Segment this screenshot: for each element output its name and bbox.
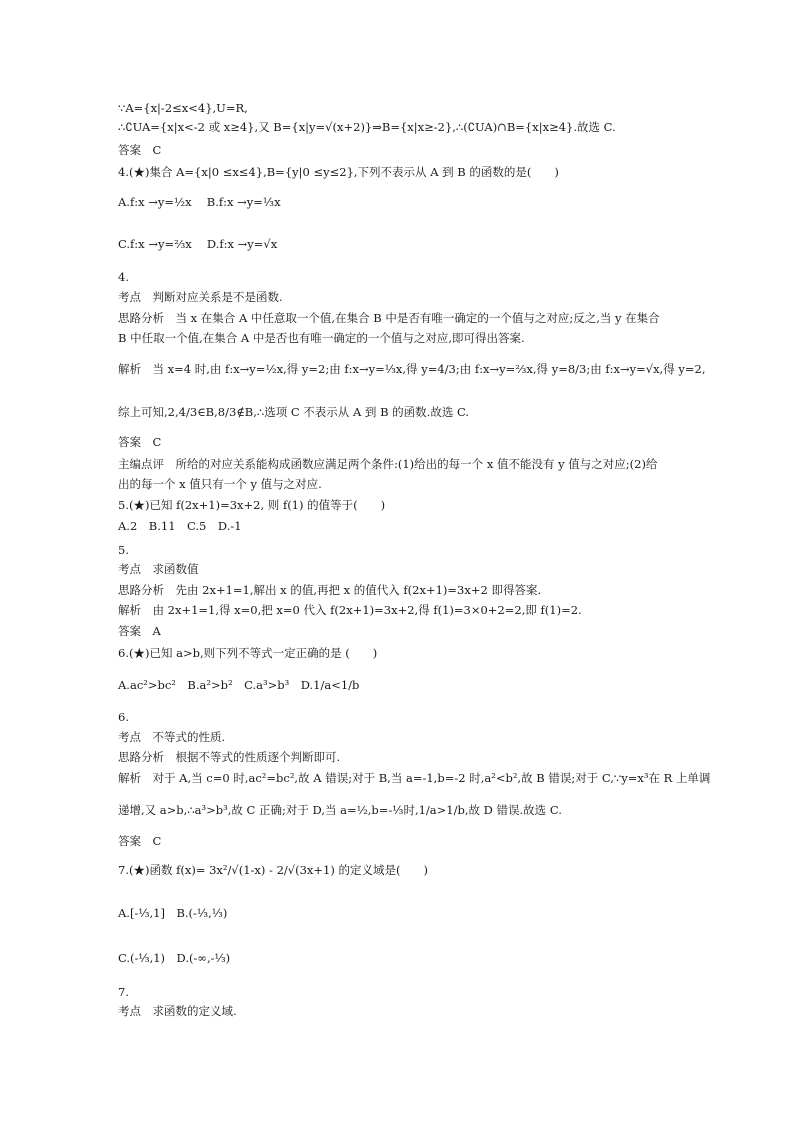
analysis-line: 思路分析 先由 2x+1=1,解出 x 的值,再把 x 的值代入 f(2x+1)=3x+2 即得答案. [118, 583, 542, 597]
solution-line: 解析 由 2x+1=1,得 x=0,把 x=0 代入 f(2x+1)=3x+2,得 f(1)=3×0+2=2,即 f(1)=2. [118, 603, 582, 617]
options-line: A.ac²>bc² B.a²>b² C.a³>b³ D.1/a<1/b [118, 678, 360, 692]
solution-line: 递增,又 a>b,∴a³>b³,故 C 正确;对于 D,当 a=½,b=-⅓时,1/a>1/b,故 D 错误.故选 C. [118, 803, 562, 817]
knowledge-point: 考点 求函数值 [118, 562, 199, 576]
answer-line: 答案 C [118, 834, 162, 848]
answer-line: 答案 C [118, 143, 162, 157]
solution-line: 解析 对于 A,当 c=0 时,ac²=bc²,故 A 错误;对于 B,当 a=-1,b=-2 时,a²<b²,故 B 错误;对于 C,∵y=x³在 R 上单调 [118, 771, 711, 785]
analysis-line: 思路分析 根据不等式的性质逐个判断即可. [118, 750, 341, 764]
text-line: ∵A={x|-2≤x<4},U=R, [118, 101, 248, 115]
solution-number: 6. [118, 710, 129, 724]
options-line: C.f:x →y=⅔x D.f:x →y=√x [118, 237, 278, 251]
analysis-line: 思路分析 当 x 在集合 A 中任意取一个值,在集合 B 中是否有唯一确定的一个值与之对应;反之,当 y 在集合 [118, 311, 660, 325]
commentary-line: 出的每一个 x 值只有一个 y 值与之对应. [118, 477, 322, 491]
question-7: 7.(★)函数 f(x)= 3x²/√(1-x) - 2/√(3x+1) 的定义域是( ) [118, 863, 428, 877]
solution-number: 7. [118, 985, 129, 999]
knowledge-point: 考点 求函数的定义域. [118, 1004, 237, 1018]
solution-number: 4. [118, 270, 129, 284]
analysis-line: B 中任取一个值,在集合 A 中是否也有唯一确定的一个值与之对应,即可得出答案. [118, 331, 525, 345]
options-line: A.f:x →y=½x B.f:x →y=⅓x [118, 195, 281, 209]
options-line: A.2 B.11 C.5 D.-1 [118, 519, 242, 533]
commentary-line: 主编点评 所给的对应关系能构成函数应满足两个条件:(1)给出的每一个 x 值不能没有 y 值与之对应;(2)给 [118, 457, 658, 471]
question-4: 4.(★)集合 A={x|0 ≤x≤4},B={y|0 ≤y≤2},下列不表示从 A 到 B 的函数的是( ) [118, 165, 559, 179]
solution-line: 综上可知,2,4/3∈B,8/3∉B,∴选项 C 不表示从 A 到 B 的函数.故选 C. [118, 405, 470, 419]
solution-number: 5. [118, 543, 129, 557]
knowledge-point: 考点 判断对应关系是不是函数. [118, 290, 283, 304]
answer-line: 答案 A [118, 624, 161, 638]
options-line: A.[-⅓,1] B.(-⅓,⅓) [118, 906, 228, 920]
solution-line: 解析 当 x=4 时,由 f:x→y=½x,得 y=2;由 f:x→y=⅓x,得 y=4/3;由 f:x→y=⅔x,得 y=8/3;由 f:x→y=√x,得 y=2, [118, 362, 706, 376]
question-6: 6.(★)已知 a>b,则下列不等式一定正确的是 ( ) [118, 646, 378, 660]
knowledge-point: 考点 不等式的性质. [118, 730, 226, 744]
options-line: C.(-⅓,1) D.(-∞,-⅓) [118, 951, 231, 965]
question-5: 5.(★)已知 f(2x+1)=3x+2, 则 f(1) 的值等于( ) [118, 498, 386, 512]
text-line: ∴∁UA={x|x<-2 或 x≥4},又 B={x|y=√(x+2)}⇒B={x|x≥-2},∴(∁UA)∩B={x|x≥4}.故选 C. [118, 120, 616, 134]
answer-line: 答案 C [118, 435, 162, 449]
